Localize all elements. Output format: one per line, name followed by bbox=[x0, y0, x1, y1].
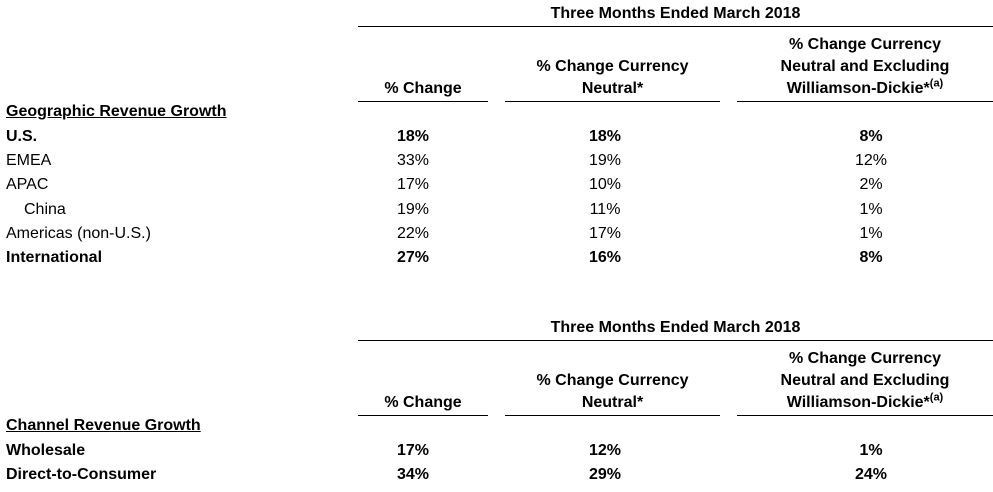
cell-currency-neutral-excl: 8% bbox=[859, 248, 883, 266]
footnote-marker: (a) bbox=[929, 77, 944, 90]
col-header-currency-neutral: % Change Currency Neutral* bbox=[505, 30, 720, 102]
cell-currency-neutral: 10% bbox=[588, 176, 622, 194]
row-label: Wholesale bbox=[6, 442, 86, 459]
cell-currency-neutral-excl: 2% bbox=[859, 176, 883, 194]
cell-currency-neutral: 16% bbox=[588, 248, 622, 266]
row-label: APAC bbox=[6, 176, 49, 194]
cell-percent-change: 34% bbox=[396, 466, 430, 484]
table-row bbox=[0, 439, 993, 463]
row-label: U.S. bbox=[6, 128, 38, 145]
cell-percent-change: 27% bbox=[396, 248, 430, 266]
cell-currency-neutral-excl: 8% bbox=[859, 128, 883, 145]
row-label: China bbox=[24, 200, 66, 218]
cell-currency-neutral-excl: 1% bbox=[859, 442, 883, 459]
table-row bbox=[0, 198, 993, 222]
cell-currency-neutral: 29% bbox=[588, 466, 622, 484]
table-body bbox=[0, 125, 993, 270]
row-label: EMEA bbox=[6, 152, 52, 170]
cell-currency-neutral-excl: 1% bbox=[859, 200, 883, 218]
cell-percent-change: 18% bbox=[396, 128, 430, 145]
col-header-currency-neutral-excl-wd: % Change Currency Neutral and Excluding Williamson-Dickie*$^{(a)}$ bbox=[737, 30, 993, 102]
period-header: Three Months Ended March 2018 bbox=[358, 316, 993, 341]
col-header-currency-neutral-excl-wd: % Change Currency Neutral and Excluding Williamson-Dickie*$^{(a)}$ bbox=[737, 344, 993, 416]
row-label: Americas (non-U.S.) bbox=[6, 224, 151, 242]
table-row bbox=[0, 222, 993, 246]
row-label: Direct-to-Consumer bbox=[6, 466, 157, 484]
cell-currency-neutral: 19% bbox=[588, 152, 622, 170]
cell-currency-neutral-excl: 12% bbox=[854, 152, 888, 170]
cell-percent-change: 17% bbox=[396, 442, 430, 459]
cell-percent-change: 22% bbox=[396, 224, 430, 242]
col-header-currency-neutral: % Change Currency Neutral* bbox=[505, 344, 720, 416]
table-row bbox=[0, 246, 993, 270]
cell-currency-neutral: 12% bbox=[588, 442, 622, 459]
cell-currency-neutral: 17% bbox=[588, 224, 622, 242]
table-body bbox=[0, 439, 993, 487]
col-header-percent-change: % Change bbox=[358, 344, 488, 416]
period-header: Three Months Ended March 2018 bbox=[358, 2, 993, 27]
cell-percent-change: 19% bbox=[396, 200, 430, 218]
table-row bbox=[0, 125, 993, 149]
cell-currency-neutral: 18% bbox=[588, 128, 622, 145]
row-label: International bbox=[6, 248, 103, 266]
table-row bbox=[0, 463, 993, 487]
cell-percent-change: 33% bbox=[396, 152, 430, 170]
section-title: Channel Revenue Growth bbox=[6, 417, 201, 434]
section-title: Geographic Revenue Growth bbox=[6, 103, 227, 120]
cell-currency-neutral: 11% bbox=[589, 200, 621, 218]
footnote-marker: (a) bbox=[929, 391, 944, 404]
cell-currency-neutral-excl: 24% bbox=[854, 466, 888, 484]
col-header-percent-change: % Change bbox=[358, 30, 488, 102]
table-row bbox=[0, 149, 993, 173]
table-row bbox=[0, 173, 993, 197]
cell-percent-change: 17% bbox=[396, 176, 430, 194]
cell-currency-neutral-excl: 1% bbox=[859, 224, 883, 242]
